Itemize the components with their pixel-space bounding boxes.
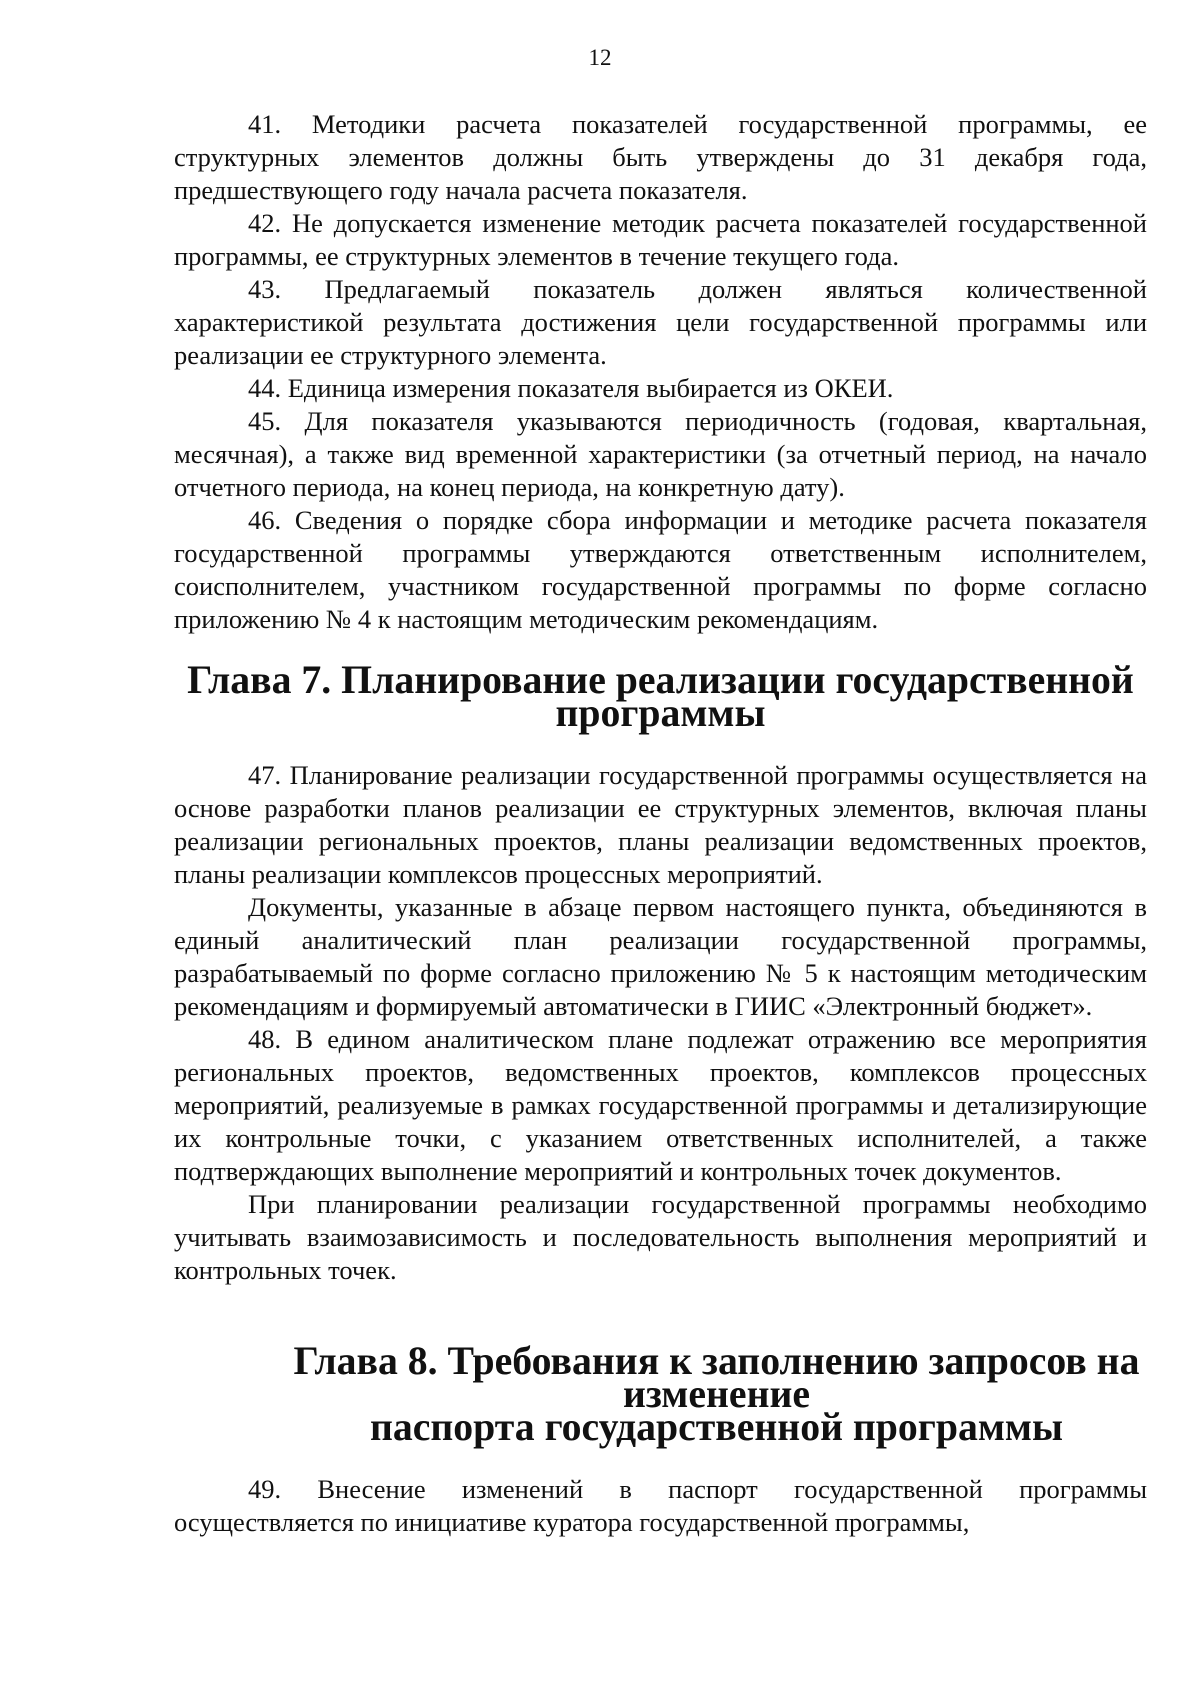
document-body: [174, 108, 1147, 1539]
paragraph-47: 47. Планирование реализации государственной программы осуществляется на основе разработки планов реализации ее структурных элементов, включая планы реализации региональных проектов, планы реализации ведомственных проектов, планы реализации комплексов процессных мероприятий.: [174, 760, 1147, 889]
chapter-8-heading: [174, 1339, 1147, 1449]
paragraph-48-second-abzac: При планировании реализации государственной программы необходимо учитывать взаимозависимость и последовательность выполнения мероприятий и контрольных точек.: [174, 1189, 1147, 1285]
paragraph-44: 44. Единица измерения показателя выбирается из ОКЕИ.: [248, 373, 894, 403]
page-number: 12: [588, 45, 612, 70]
paragraph-45: 45. Для показателя указываются периодичность (годовая, квартальная, месячная), а также вид временной характеристики (за отчетный период, на начало отчетного периода, на конец периода, на конкретную дату).: [174, 406, 1147, 502]
paragraph-49: 49. Внесение изменений в паспорт государственной программы осуществляется по инициативе куратора государственной программы,: [174, 1474, 1147, 1537]
paragraph-47-second-abzac: Документы, указанные в абзаце первом настоящего пункта, объединяются в единый аналитический план реализации государственной программы, разрабатываемый по форме согласно приложению № 5 к настоящим методическим рекомендациям и формируемый автоматически в ГИИС «Электронный бюджет».: [174, 892, 1147, 1021]
paragraph-48: 48. В едином аналитическом плане подлежат отражению все мероприятия региональных проектов, ведомственных проектов, комплексов процессных мероприятий, реализуемые в рамках государственной программы и детализирующие их контрольные точки, с указанием ответственных исполнителей, а также подтверждающих выполнение мероприятий и контрольных точек документов.: [174, 1024, 1147, 1186]
paragraph-43: 43. Предлагаемый показатель должен являться количественной характеристикой результата достижения цели государственной программы или реализации ее структурного элемента.: [174, 274, 1147, 370]
chapter-8-heading-line-2: паспорта государственной программы: [369, 1405, 1064, 1449]
chapter-7-heading: Глава 7. Планирование реализации государственной программы: [187, 658, 1134, 735]
paragraph-41: 41. Методики расчета показателей государственной программы, ее структурных элементов должны быть утверждены до 31 декабря года, предшествующего году начала расчета показателя.: [174, 109, 1147, 205]
paragraph-42: 42. Не допускается изменение методик расчета показателей государственной программы, ее структурных элементов в течение текущего года.: [174, 208, 1147, 271]
chapter-8-heading-line-1: Глава 8. Требования к заполнению запросов на изменение: [293, 1339, 1140, 1416]
paragraph-46: 46. Сведения о порядке сбора информации и методике расчета показателя государственной программы утверждаются ответственным исполнителем, соисполнителем, участником государственной программы по форме согласно приложению № 4 к настоящим методическим рекомендациям.: [174, 505, 1147, 634]
